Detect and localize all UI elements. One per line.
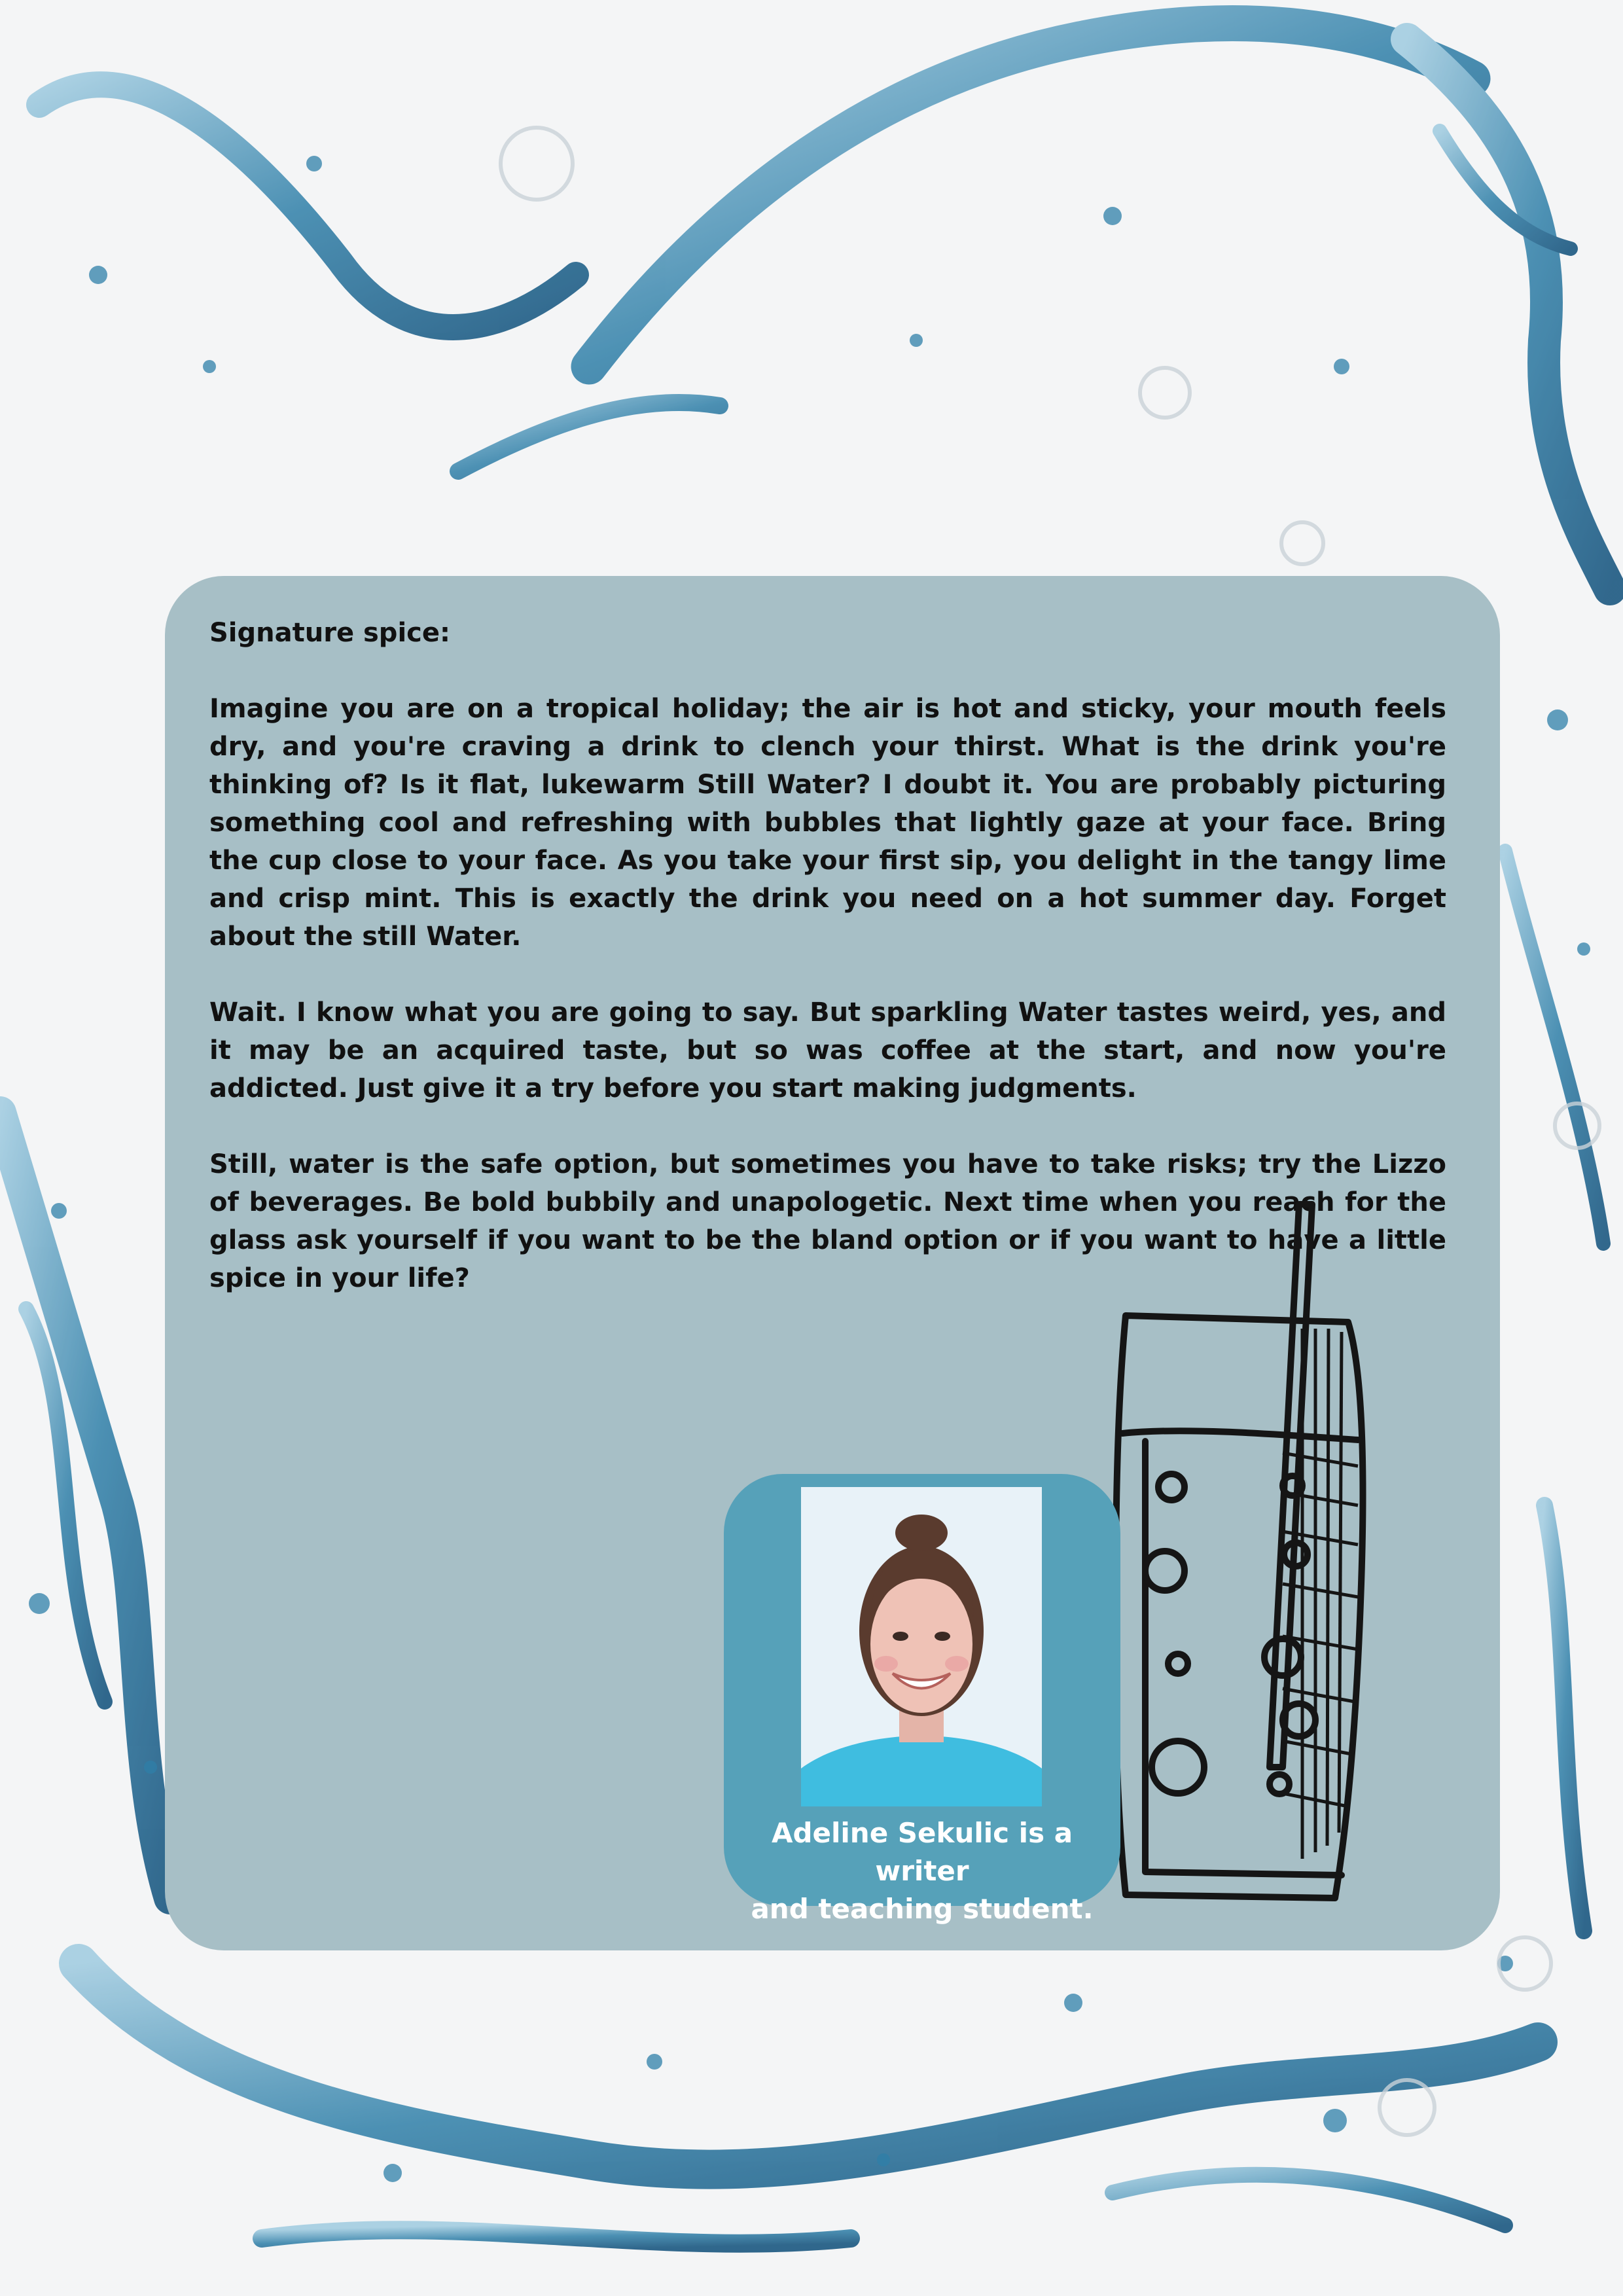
article-heading: Signature spice: (209, 618, 450, 648)
article-paragraph: Wait. I know what you are going to say. But sparkling Water tastes weird, yes, and it may be an acquired taste, but so was coffee at the start, and now you're addicted. Just give it a try before you start making judgments. (209, 997, 1446, 1103)
author-caption-line: and teaching student. (751, 1893, 1094, 1925)
glass-with-straw-sketch (1086, 1191, 1387, 1911)
author-portrait (801, 1487, 1042, 1806)
article-paragraph: Imagine you are on a tropical holiday; the air is hot and sticky, your mouth feels dry, and you're craving a drink to clench your thirst. What is the drink you're thinking of? Is it flat, lukewarm Still Water? I doubt it. You are probably picturing something cool and refreshing with bubbles that lightly gaze at your face. Bring the cup close to your face. As you take your first sip, you delight in the tangy lime and crisp mint. This is exactly the drink you need on a hot summer day. Forget about the still Water. (209, 694, 1446, 952)
author-caption-line: Adeline Sekulic is a writer (771, 1817, 1073, 1887)
author-caption (724, 1814, 1120, 1928)
article-paragraph: Still, water is the safe option, but sometimes you have to take risks; try the Lizzo of beverages. Be bold bubbily and unapologetic. Next time when you reach for the glass ask yourself if you want to be the bland option or if you want to have a little spice in your life? (209, 1149, 1446, 1293)
